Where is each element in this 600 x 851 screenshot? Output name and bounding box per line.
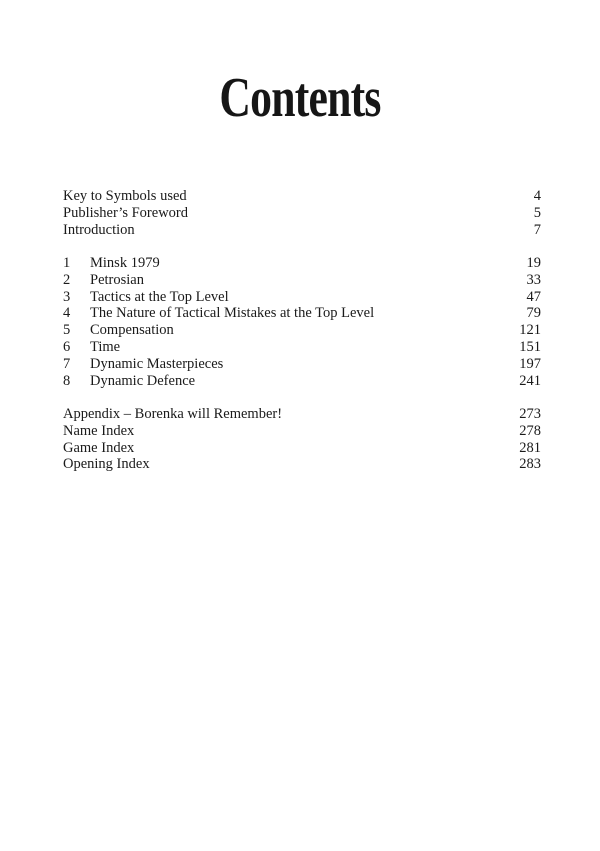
chapter-entry [63,373,541,390]
chapter-page: 121 [519,322,541,339]
chapter-title: Dynamic Masterpieces [90,355,224,372]
toc-entry [63,440,541,457]
toc-entry-label: Opening Index [63,456,150,473]
chapter-title: The Nature of Tactical Mistakes at the Top Level [90,305,375,322]
chapter-entry [63,356,541,373]
toc-entry [63,222,541,239]
chapter-page: 197 [519,355,541,372]
toc-entry-page: 283 [519,456,541,473]
chapter-title: Dynamic Defence [90,372,196,389]
chapter-title: Tactics at the Top Level [90,288,229,305]
toc-entry [63,205,541,222]
front-matter-list [63,188,541,238]
back-matter-list [63,406,541,473]
chapter-number: 3 [63,288,71,305]
chapter-list [63,255,541,389]
toc-entry-label: Key to Symbols used [63,188,187,204]
toc-entry-page: 4 [533,188,541,204]
chapter-title: Time [90,338,121,355]
toc-entry [63,188,541,205]
toc-entry-label: Publisher’s Foreword [63,204,188,221]
chapter-entry [63,272,541,289]
chapter-number: 6 [63,338,71,355]
chapter-page: 33 [526,271,541,288]
chapter-entry [63,322,541,339]
toc-entry-page: 278 [519,422,541,439]
toc-entry [63,423,541,440]
toc-entry-label: Name Index [63,422,135,439]
chapter-entry [63,255,541,272]
chapter-title: Compensation [90,322,174,339]
chapter-page: 241 [519,372,541,389]
toc-entry-page: 273 [519,406,541,422]
chapter-page: 19 [526,255,541,271]
chapter-number: 5 [63,322,71,339]
chapter-number: 8 [63,372,71,389]
toc-entry-label: Appendix – Borenka will Remember! [63,406,283,422]
chapter-entry [63,339,541,356]
chapter-entry [63,289,541,306]
toc-entry-label: Introduction [63,221,135,238]
chapter-page: 79 [526,305,541,322]
toc-entry-page: 7 [533,221,541,238]
toc-entry [63,456,541,473]
chapter-page: 47 [526,288,541,305]
toc-entry-page: 5 [533,204,541,221]
chapter-title: Minsk 1979 [90,255,160,271]
toc-entry [63,406,541,423]
chapter-number: 4 [63,305,71,322]
chapter-number: 1 [63,255,71,271]
chapter-page: 151 [519,338,541,355]
chapter-entry [63,305,541,322]
toc-entry-label: Game Index [63,439,135,456]
chapter-title: Petrosian [90,271,144,288]
page-title: Contents [219,67,381,129]
chapter-number: 2 [63,271,71,288]
toc-entry-page: 281 [519,439,541,456]
chapter-number: 7 [63,355,71,372]
